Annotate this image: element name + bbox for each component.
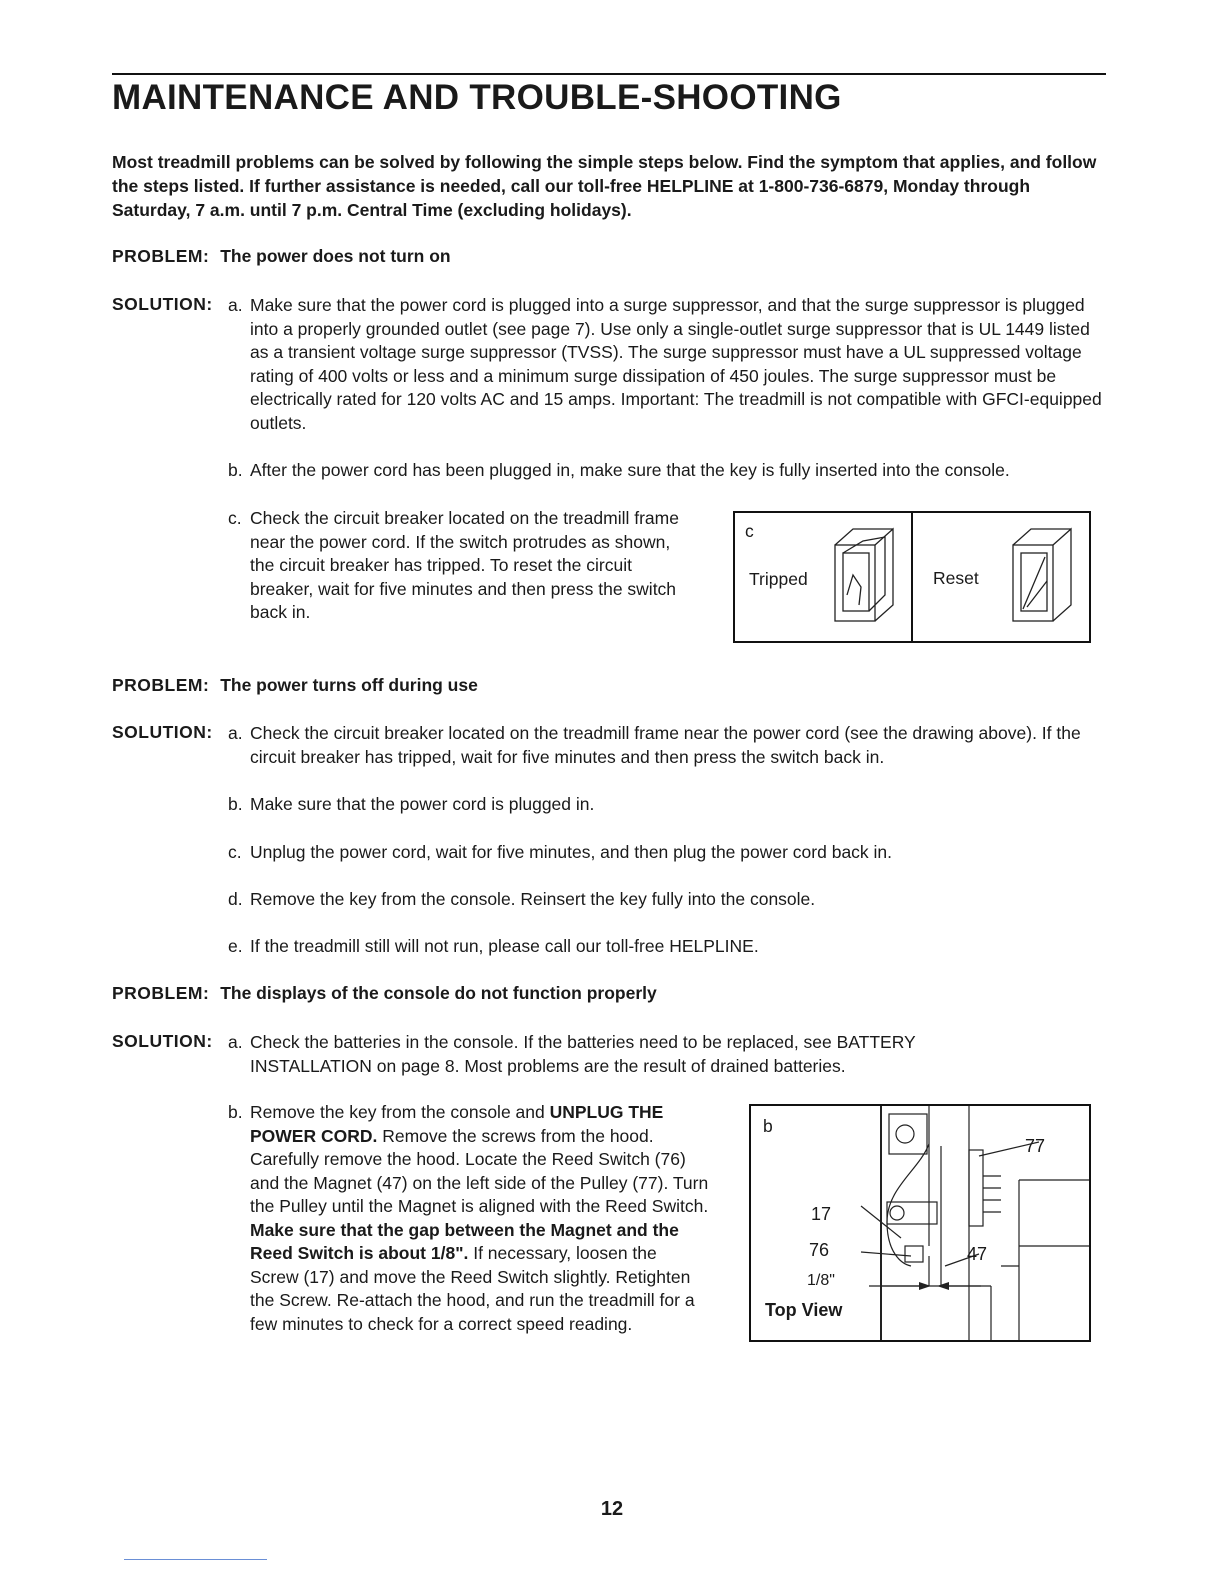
solution-3a <box>228 1031 1028 1078</box>
intro-paragraph: Most treadmill problems can be solved by following the simple steps below. Find the symptom that applies, and follow the steps listed. If further assistance is needed, call our toll-free HELPLINE at 1-800-736-6879, Monday through Saturday, 7 a.m. until 7 p.m. Central Time (excluding holidays). <box>112 152 1097 220</box>
problem-label: PROBLEM: <box>112 675 210 695</box>
item-text: Unplug the power cord, wait for five minutes, and then plug the power cord back in. <box>250 842 893 862</box>
problem-2 <box>112 675 478 696</box>
item-text: After the power cord has been plugged in, make sure that the key is fully inserted into the console. <box>250 460 1010 480</box>
reed-switch-figure <box>749 1104 1091 1342</box>
item-text: Make sure that the power cord is plugged in. <box>250 794 595 814</box>
label-gap: 1/8" <box>807 1272 835 1289</box>
item-letter: b. <box>228 794 243 814</box>
solution-2e <box>228 935 1108 959</box>
solution-label-3: SOLUTION: <box>112 1031 213 1051</box>
item-text: Make sure that the power cord is plugged into a surge suppressor, and that the surge suppressor is plugged into a properly grounded outlet (see page 7). Use only a single-outlet surge suppressor that is UL 1449 listed as a transient voltage surge suppressor (TVSS). The surge suppressor must have a UL suppressed voltage rating of 400 volts or less and a minimum surge dissipation of 450 joules. The surge suppressor must be electrically rated for 120 volts AC and 15 amps. Important: The treadmill is not compatible with GFCI-equipped outlets. <box>250 295 1102 433</box>
solution-label-2: SOLUTION: <box>112 722 213 742</box>
item-letter: a. <box>228 1032 243 1052</box>
item-letter: a. <box>228 295 243 315</box>
item-letter: c. <box>228 842 242 862</box>
problem-label: PROBLEM: <box>112 983 210 1003</box>
solution-2b <box>228 793 1108 817</box>
page-number: 12 <box>600 1498 624 1520</box>
item-letter: e. <box>228 936 243 956</box>
text-part: If necessary, loosen the Screw (17) and move the Reed Switch slightly. Retighten the Screw. Re-attach the hood, and run the treadmill for a few minutes to check for a correct speed reading. <box>250 1243 695 1334</box>
reset-label: Reset <box>933 568 979 588</box>
item-letter: c. <box>228 508 242 528</box>
circuit-breaker-figure <box>733 511 1091 643</box>
text-part-bold: Make sure that the gap between the Magnet and the Reed Switch is about 1/8". <box>250 1219 679 1263</box>
label-77: 77 <box>1025 1136 1046 1156</box>
problem-3 <box>112 983 657 1004</box>
tripped-switch-icon <box>831 521 905 631</box>
solution-3b <box>228 1101 710 1336</box>
text-part-bold: UNPLUG THE POWER CORD. <box>250 1102 664 1146</box>
figure-letter: c <box>745 521 754 541</box>
figure-divider <box>911 513 913 641</box>
item-text: Remove the key from the console. Reinsert the key fully into the console. <box>250 889 816 909</box>
item-text: If the treadmill still will not run, please call our toll-free HELPLINE. <box>250 936 759 956</box>
problem-text: The power does not turn on <box>220 246 451 266</box>
item-text: Check the batteries in the console. If the batteries need to be replaced, see BATTERY INSTALLATION on page 8. Most problems are the result of drained batteries. <box>250 1032 916 1076</box>
reset-switch-icon <box>1009 521 1083 631</box>
label-47: 47 <box>967 1244 988 1264</box>
solution-2c <box>228 841 1108 865</box>
text-part: Remove the screws from the hood. Carefully remove the hood. Locate the Reed Switch (76) and the Magnet (47) on the left side of the Pulley (77). Turn the Pulley until the Magnet is aligned with the Reed Switch. <box>250 1125 709 1216</box>
solution-1c <box>228 507 698 625</box>
figure-letter: b <box>763 1116 773 1136</box>
label-17: 17 <box>811 1204 832 1224</box>
problem-label: PROBLEM: <box>112 246 210 266</box>
solution-2a <box>228 722 1108 769</box>
problem-1 <box>112 246 451 267</box>
solution-label-1: SOLUTION: <box>112 294 213 314</box>
page-title: MAINTENANCE AND TROUBLE-SHOOTING <box>112 78 842 117</box>
problem-text: The displays of the console do not function properly <box>220 983 657 1003</box>
solution-1a <box>228 294 1108 435</box>
item-letter: a. <box>228 723 243 743</box>
top-view-caption: Top View <box>765 1300 843 1320</box>
item-text <box>250 1101 710 1336</box>
item-text: Check the circuit breaker located on the treadmill frame near the power cord (see the drawing above). If the circuit breaker has tripped, wait for five minutes and then press the switch back in. <box>250 723 1081 767</box>
label-76: 76 <box>809 1240 830 1260</box>
footer-line <box>124 1559 267 1560</box>
solution-1b <box>228 459 1118 483</box>
title-rule <box>112 73 1106 75</box>
tripped-label: Tripped <box>749 569 808 589</box>
item-letter: b. <box>228 1102 243 1122</box>
text-part: Remove the key from the console and <box>250 1102 550 1122</box>
item-letter: d. <box>228 889 243 909</box>
problem-text: The power turns off during use <box>220 675 478 695</box>
solution-2d <box>228 888 1108 912</box>
item-letter: b. <box>228 460 243 480</box>
item-text: Check the circuit breaker located on the treadmill frame near the power cord. If the switch protrudes as shown, the circuit breaker has tripped. To reset the circuit breaker, wait for five minutes and then press the switch back in. <box>250 508 679 622</box>
